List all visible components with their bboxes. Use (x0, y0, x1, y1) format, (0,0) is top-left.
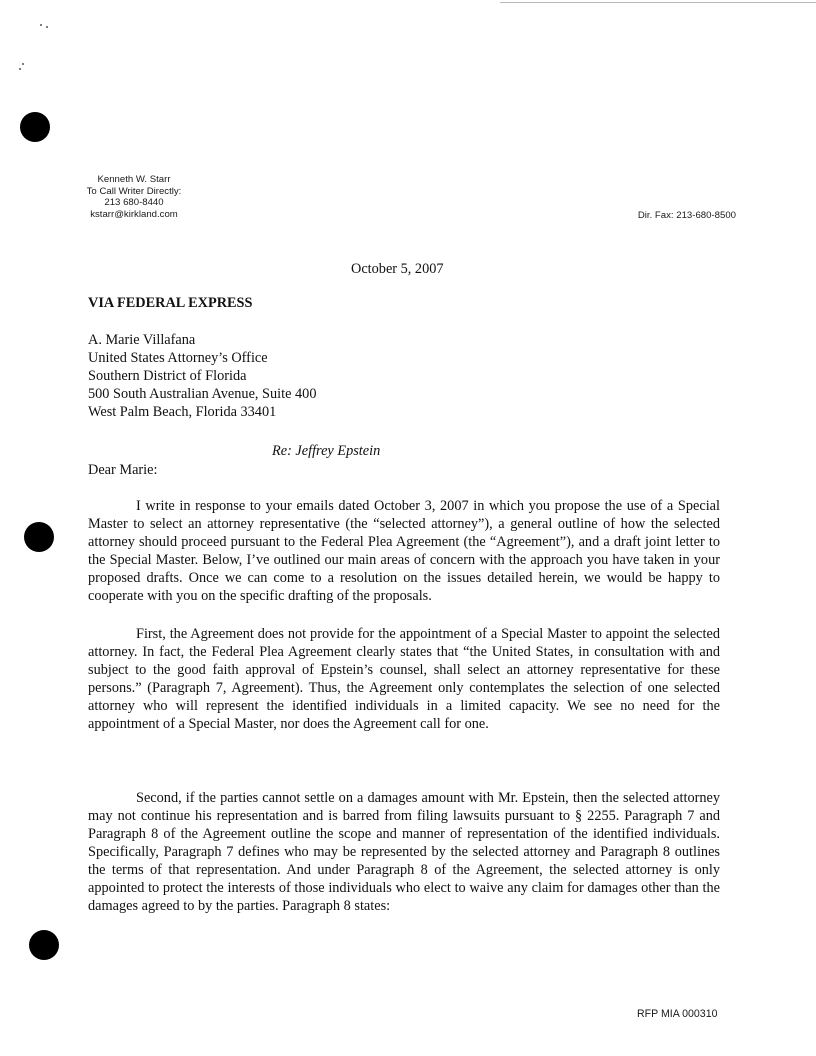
delivery-method: VIA FEDERAL EXPRESS (88, 295, 253, 311)
punch-hole (24, 522, 54, 552)
re-line: Re: Jeffrey Epstein (272, 443, 381, 459)
recipient-line: United States Attorney’s Office (88, 350, 268, 366)
body-paragraph: First, the Agreement does not provide for the appointment of a Special Master to appoint the selected attorney. In fact, the Federal Plea Agreement clearly states that “the United States, in consultation with and subject to the good faith approval of Epstein’s counsel, shall select an attorney representative for these persons.” (Paragraph 7, Agreement). Thus, the Agreement only contemplates the selection of one selected attorney who will represent the identified individuals in a limited capacity. We see no need for the appointment of a Special Master, nor does the Agreement call for one. (88, 626, 720, 732)
scan-speck (19, 68, 21, 70)
scan-speck (46, 26, 48, 28)
sender-email: kstarr@kirkland.com (90, 208, 178, 220)
scan-edge-line (500, 2, 816, 3)
sender-phone: 213 680-8440 (104, 197, 164, 209)
body-paragraph: Second, if the parties cannot settle on a damages amount with Mr. Epstein, then the selected attorney may not continue his representation and is barred from filing lawsuits pursuant to § 2255. Paragraph 7 and Paragraph 8 of the Agreement outline the scope and manner of representation of the identified individuals. Specifically, Paragraph 7 defines who may be represented by the selected attorney and Paragraph 8 outlines the terms of that representation. And under Paragraph 8 of the Agreement, the selected attorney is only appointed to protect the interests of those individuals who elect to waive any claim for damages other than the damages agreed to by the parties. Paragraph 8 states: (88, 790, 720, 914)
recipient-line: Southern District of Florida (88, 368, 247, 384)
letter-date: October 5, 2007 (351, 261, 444, 277)
bates-number: RFP MIA 000310 (637, 1008, 718, 1020)
scan-speck (40, 24, 42, 26)
body-paragraph: I write in response to your emails dated October 3, 2007 in which you propose the use of a Special Master to select an attorney representative (the “selected attorney”), a general outline of how the selected attorney should proceed pursuant to the Federal Plea Agreement (the “Agreement”), and a draft joint letter to the Special Master. Below, I’ve outlined our main areas of concern with the approach you have taken in your proposed drafts. Once we can come to a resolution on the issues detailed herein, we would be happy to cooperate with you on the specific drafting of the proposals. (88, 498, 720, 604)
punch-hole (20, 112, 50, 142)
recipient-line: A. Marie Villafana (88, 332, 196, 348)
sender-block (78, 174, 190, 220)
sender-call-label: To Call Writer Directly: (86, 185, 182, 197)
recipient-line: West Palm Beach, Florida 33401 (88, 404, 277, 420)
recipient-address (88, 331, 316, 421)
scan-speck (22, 63, 24, 65)
punch-hole (29, 930, 59, 960)
recipient-line: 500 South Australian Avenue, Suite 400 (88, 386, 317, 402)
sender-name: Kenneth W. Starr (97, 174, 171, 185)
salutation: Dear Marie: (88, 462, 158, 478)
fax-number: Dir. Fax: 213-680-8500 (637, 210, 736, 221)
